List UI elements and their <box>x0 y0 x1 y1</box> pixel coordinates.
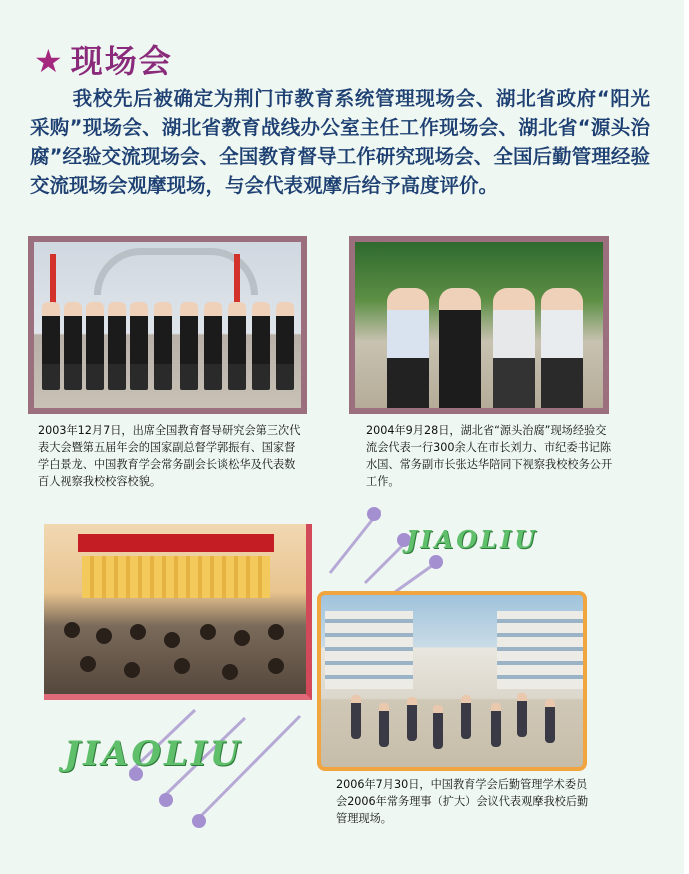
photo-person <box>461 695 471 739</box>
intro-line-1: 我校先后被确定为荆门市教育系统管理现场会、湖北省政府 <box>72 87 597 110</box>
photo-person <box>439 288 481 408</box>
photo-officials-walking <box>349 236 609 414</box>
photo-audience-head <box>222 664 238 680</box>
photo-person <box>387 288 429 408</box>
photo-person <box>379 703 389 747</box>
photo-audience-head <box>268 624 284 640</box>
photo-conference-hall <box>44 524 312 700</box>
photo-person <box>252 302 270 390</box>
star-icon: ★ <box>34 42 65 80</box>
photo-person <box>433 705 443 749</box>
photo-audience-head <box>124 662 140 678</box>
jiaoliu-wordmark-bottom: JIAOLIU <box>64 734 243 774</box>
intro-rest: “阳光采购”现场会、湖北省教育战线办公室主任工作现场会、湖北省“源头治腐”经验交流现场会、全国教育督导工作研究现场会、全国后勤管理经验交流现场会观摩现场，与会代表观摩后给予高度评价。 <box>30 87 650 197</box>
photo-person <box>407 697 417 741</box>
photo-audience-head <box>164 632 180 648</box>
photo-school-gate-delegation <box>28 236 307 414</box>
photo-person <box>204 302 222 390</box>
dot-icon <box>429 555 443 569</box>
photo-audience-head <box>130 624 146 640</box>
photo-audience-head <box>80 656 96 672</box>
photo-audience-head <box>268 658 284 674</box>
photo-stage-curtain <box>82 556 270 598</box>
photo-person <box>351 695 361 739</box>
page-title-text: 现场会 <box>70 42 173 80</box>
photo-person <box>491 703 501 747</box>
photo-person <box>517 693 527 737</box>
caption-photo-3: 2006年7月30日，中国教育学会后勤管理学术委员会2006年常务理事（扩大）会议代表观摩我校后勤管理现场。 <box>336 778 589 825</box>
photo-person <box>86 302 104 390</box>
dot-icon <box>159 793 173 807</box>
dot-icon <box>367 507 381 521</box>
caption-photo-2: 2004年9月28日，湖北省“源头治腐”现场经验交流会代表一行300余人在市长刘力、市纪委书记陈水国、常务副市长张达华陪同下视察我校校务公开工作。 <box>366 424 613 488</box>
photo-person <box>154 302 172 390</box>
photo-person <box>42 302 60 390</box>
photo-person <box>541 288 583 408</box>
photo-person <box>276 302 294 390</box>
photo-audience-head <box>200 624 216 640</box>
jiaoliu-wordmark-top: JIAOLIU <box>406 525 539 554</box>
photo-audience-head <box>174 658 190 674</box>
photo-audience-head <box>234 630 250 646</box>
photo-audience-head <box>64 622 80 638</box>
photo-person <box>228 302 246 390</box>
photo-building <box>325 611 413 689</box>
caption-photo-1: 2003年12月7日，出席全国教育督导研究会第三次代表大会暨第五届年会的国家副总督学郭振有、国家督学白景龙、中国教育学会常务副会长谈松华及代表数百人视察我校校容校貌。 <box>38 424 301 488</box>
photo-campus-tour <box>317 591 587 771</box>
photo-person <box>64 302 82 390</box>
photo-building <box>497 611 583 689</box>
dot-icon <box>192 814 206 828</box>
photo-audience-head <box>96 628 112 644</box>
photo-person <box>130 302 148 390</box>
photo-person <box>108 302 126 390</box>
photo-stage-banner <box>78 534 274 552</box>
photo-person <box>493 288 535 408</box>
photo-person <box>545 699 555 743</box>
photo-person <box>180 302 198 390</box>
